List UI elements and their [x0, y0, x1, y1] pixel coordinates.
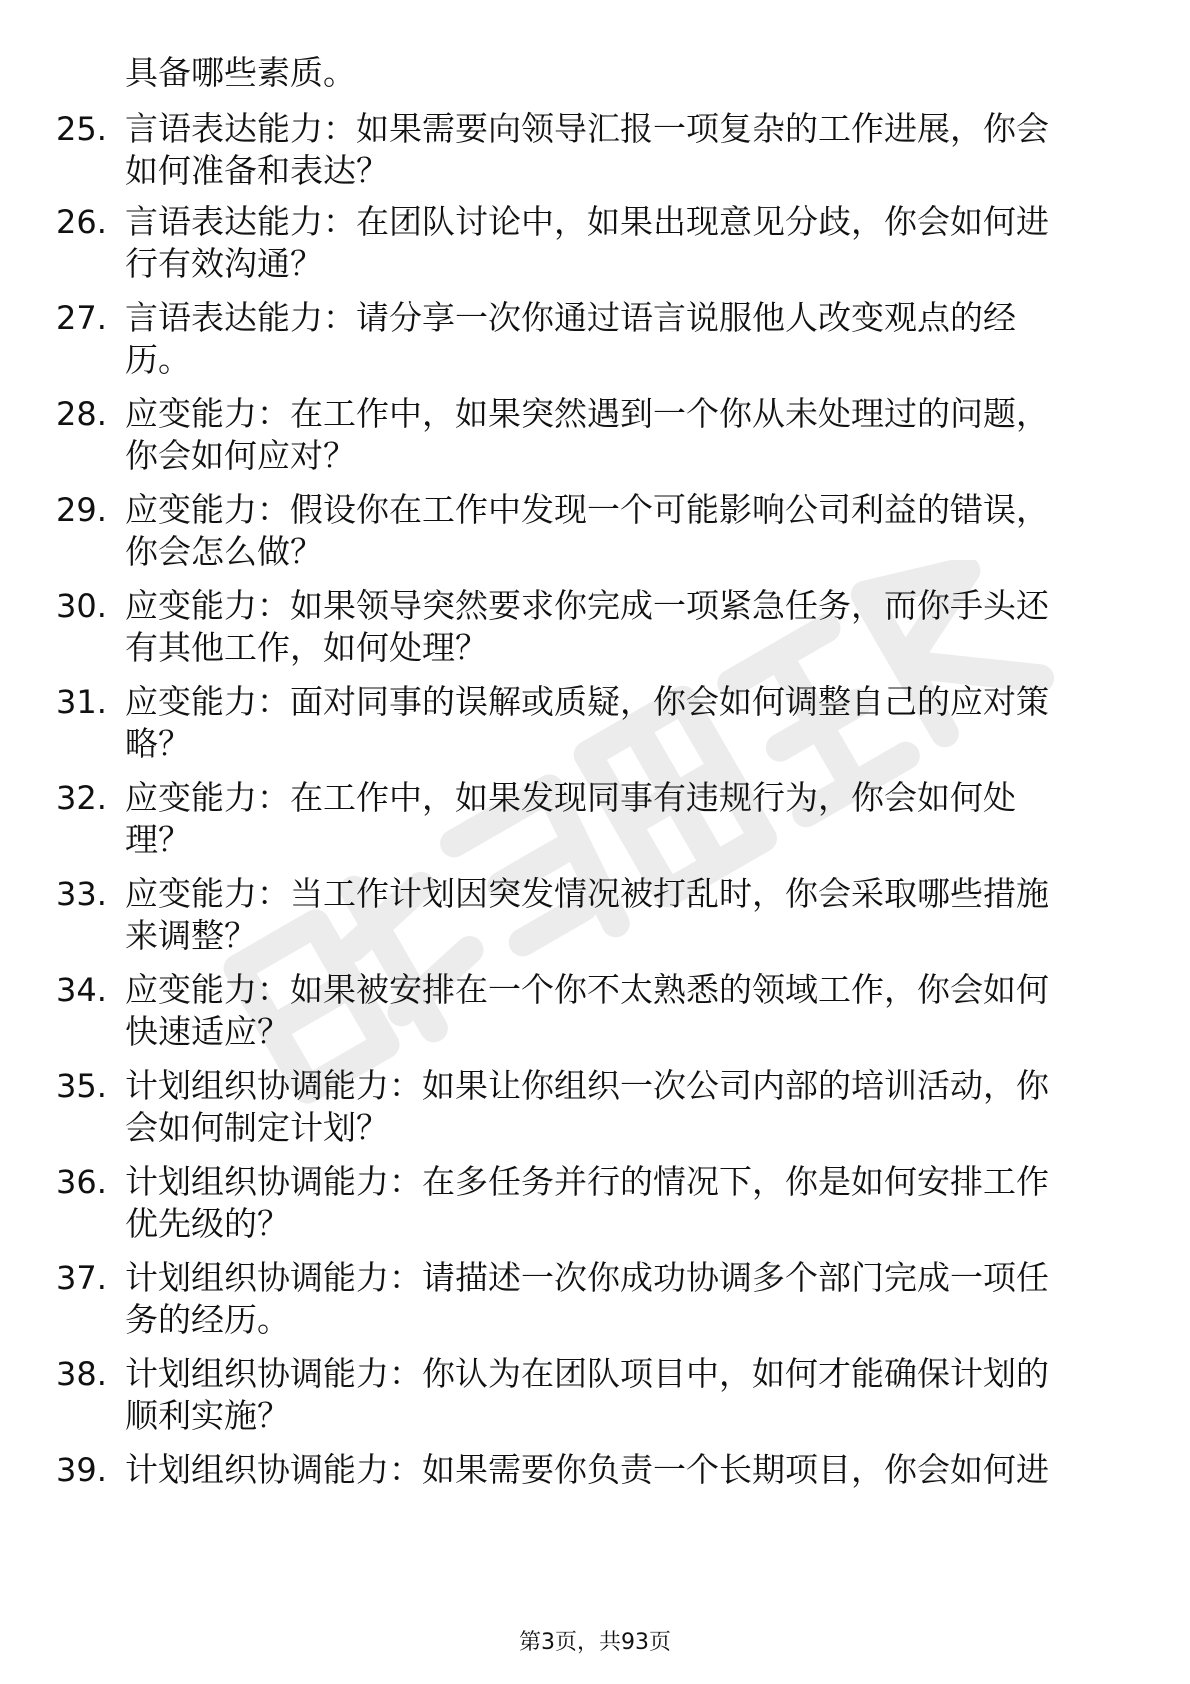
page-footer: 第3页，共93页 — [519, 1630, 671, 1655]
question-number: 37. — [56, 1259, 107, 1297]
question-number: 26. — [56, 203, 107, 241]
question-item-31 — [0, 681, 1190, 771]
question-text — [125, 108, 1115, 192]
question-line: 言语表达能力：如果需要向领导汇报一项复杂的工作进展，你会 — [125, 109, 1049, 148]
question-item-37 — [0, 1257, 1190, 1347]
question-text — [125, 681, 1115, 765]
question-line: 历。 — [125, 340, 191, 379]
question-text — [125, 489, 1115, 573]
question-text — [125, 777, 1115, 861]
question-number: 39. — [56, 1451, 107, 1489]
question-line: 你会怎么做？ — [125, 532, 323, 571]
question-line: 会如何制定计划？ — [125, 1108, 389, 1147]
question-text — [125, 1353, 1115, 1437]
question-text — [125, 1065, 1115, 1149]
question-line: 计划组织协调能力：你认为在团队项目中，如何才能确保计划的 — [125, 1354, 1049, 1393]
question-line: 应变能力：当工作计划因突发情况被打乱时，你会采取哪些措施 — [125, 874, 1049, 913]
question-number: 34. — [56, 971, 107, 1009]
question-line: 应变能力：在工作中，如果突然遇到一个你从未处理过的问题， — [125, 394, 1049, 433]
continuation-text: 具备哪些素质。 — [125, 53, 356, 92]
question-number: 35. — [56, 1067, 107, 1105]
question-item-30 — [0, 585, 1190, 675]
question-line: 优先级的？ — [125, 1204, 290, 1243]
question-line: 来调整？ — [125, 916, 257, 955]
question-number: 33. — [56, 875, 107, 913]
question-line: 计划组织协调能力：在多任务并行的情况下，你是如何安排工作 — [125, 1162, 1049, 1201]
question-item-27 — [0, 297, 1190, 387]
question-item-34 — [0, 969, 1190, 1059]
question-text — [125, 1257, 1115, 1341]
question-line: 有其他工作，如何处理？ — [125, 628, 488, 667]
question-item-39 — [0, 1449, 1190, 1539]
question-line: 言语表达能力：请分享一次你通过语言说服他人改变观点的经 — [125, 298, 1016, 337]
question-line: 应变能力：如果领导突然要求你完成一项紧急任务，而你手头还 — [125, 586, 1049, 625]
question-line: 顺利实施？ — [125, 1396, 290, 1435]
question-line: 应变能力：面对同事的误解或质疑，你会如何调整自己的应对策 — [125, 682, 1049, 721]
question-line: 计划组织协调能力：如果让你组织一次公司内部的培训活动，你 — [125, 1066, 1049, 1105]
question-number: 36. — [56, 1163, 107, 1201]
question-item-28 — [0, 393, 1190, 483]
question-line: 应变能力：如果被安排在一个你不太熟悉的领域工作，你会如何 — [125, 970, 1049, 1009]
question-text — [125, 1161, 1115, 1245]
question-text — [125, 585, 1115, 669]
question-item-29 — [0, 489, 1190, 579]
question-item-26 — [0, 201, 1190, 291]
question-line: 你会如何应对？ — [125, 436, 356, 475]
question-text — [125, 201, 1115, 285]
question-line: 计划组织协调能力：请描述一次你成功协调多个部门完成一项任 — [125, 1258, 1049, 1297]
question-item-25 — [0, 108, 1190, 198]
question-item-35 — [0, 1065, 1190, 1155]
question-number: 29. — [56, 491, 107, 529]
question-line: 应变能力：假设你在工作中发现一个可能影响公司利益的错误， — [125, 490, 1049, 529]
question-text — [125, 873, 1115, 957]
question-text — [125, 297, 1115, 381]
question-number: 32. — [56, 779, 107, 817]
question-item-33 — [0, 873, 1190, 963]
question-item-36 — [0, 1161, 1190, 1251]
question-line: 言语表达能力：在团队讨论中，如果出现意见分歧，你会如何进 — [125, 202, 1049, 241]
question-line: 计划组织协调能力：如果需要你负责一个长期项目，你会如何进 — [125, 1450, 1049, 1489]
question-item-32 — [0, 777, 1190, 867]
question-line: 务的经历。 — [125, 1300, 290, 1339]
question-number: 30. — [56, 587, 107, 625]
question-number: 28. — [56, 395, 107, 433]
question-line: 行有效沟通？ — [125, 244, 323, 283]
question-item-38 — [0, 1353, 1190, 1443]
question-line: 快速适应？ — [125, 1012, 290, 1051]
question-number: 38. — [56, 1355, 107, 1393]
question-text — [125, 969, 1115, 1053]
question-line: 理？ — [125, 820, 191, 859]
question-number: 31. — [56, 683, 107, 721]
question-line: 略？ — [125, 724, 191, 763]
question-number: 27. — [56, 299, 107, 337]
question-text — [125, 393, 1115, 477]
question-line: 应变能力：在工作中，如果发现同事有违规行为，你会如何处 — [125, 778, 1016, 817]
question-text — [125, 1449, 1115, 1491]
question-number: 25. — [56, 110, 107, 148]
question-line: 如何准备和表达？ — [125, 151, 389, 190]
